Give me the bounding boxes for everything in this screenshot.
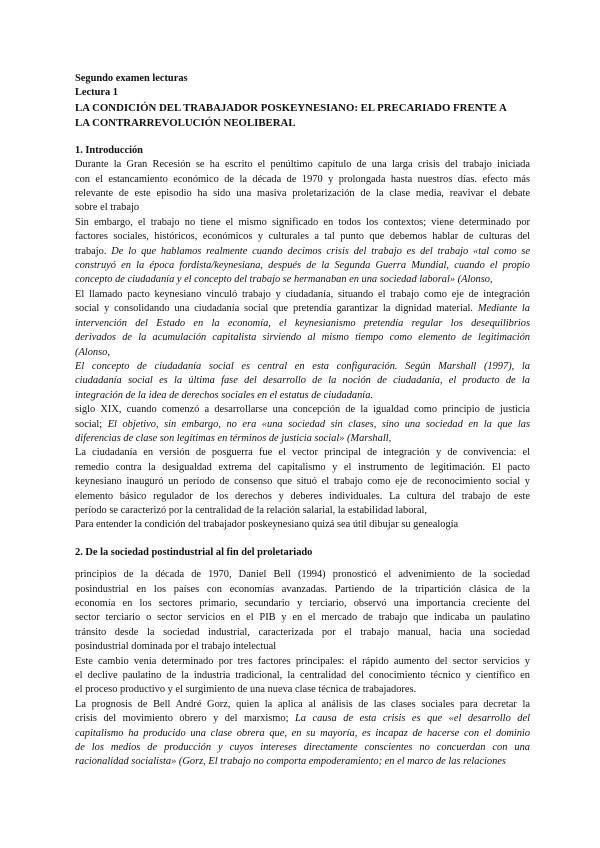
document-title-line-1: LA CONDICIÓN DEL TRABAJADOR POSKEYNESIANO: EL PRECARIADO FRENTE A [75, 101, 507, 114]
text-line [75, 597, 530, 611]
text-run: el proceso productivo y el surgimiento de una nueva clase técnica de trabajadores. [75, 684, 417, 696]
text-line [75, 201, 530, 215]
text-run: economía en los sectores primario, secundario y terciario, observó una importancia creciente del [75, 598, 530, 609]
text-run: relevante de este episodio ha sido una masiva proletarización de la clase media, reavivar el debate [75, 188, 530, 200]
text-line [75, 346, 530, 360]
quote-run: De lo que hablamos realmente cuando decimos crisis del trabajo es del trabajo «tal como se [111, 245, 530, 257]
quote-run: La causa de esta crisis es que «el desarrollo del [295, 713, 530, 725]
text-run: posindustrial en los países con economías avanzadas. Partiendo de la tripartición clásica de la [75, 583, 530, 595]
text-line [75, 173, 530, 187]
header-reading: Lectura 1 [75, 87, 118, 99]
text-line [75, 158, 530, 172]
text-run: Para entender la condición del trabajador poskeynesiano quizá sea útil dibujar su genealogía [75, 519, 459, 531]
text-run: keynesiano inauguró un período de consenso que situó el trabajo como eje de reconocimiento social y [75, 476, 530, 488]
text-line [75, 475, 530, 489]
text-run: elemento básico regulador de los derechos y deberes individuales. La cultura del trabajo de este [75, 490, 530, 502]
text-line [75, 669, 530, 683]
text-run: Este cambio venía determinado por tres factores principales: el rápido aumento del sector servicios y [75, 655, 530, 667]
text-line [75, 727, 530, 741]
text-line [75, 216, 530, 230]
text-run: social y consolidando una ciudadanía social que pretendía garantizar la dignidad material. [75, 303, 478, 315]
text-line [75, 288, 530, 302]
text-run: sobre el trabajo [75, 202, 140, 214]
text-run: Sin embargo, el trabajo no tiene el mismo significado en todos los contextos; viene determinado por [75, 216, 530, 228]
text-line [75, 446, 530, 460]
quote-run: integración de la idea de derechos sociales en el estatus de ciudadanía. [75, 389, 373, 401]
quote-run: concepto de ciudadanía y el concepto del trabajo se hermanaban en una sociedad laboral» (Alonso, [75, 274, 493, 286]
document-title-line-2: LA CONTRARREVOLUCIÓN NEOLIBERAL [75, 116, 296, 129]
text-line [75, 755, 530, 769]
text-run: El llamado pacto keynesiano vinculó trabajo y ciudadanía, situando el trabajo como eje de integración [75, 288, 530, 300]
text-run: con el estancamiento económico de la década de 1970 y prolongada hasta nuestros días. efecto más [75, 173, 530, 185]
quote-run: ciudadanía social es la última fase del desarrollo de la noción de ciudadanía, el producto de la [75, 375, 530, 387]
text-line [75, 432, 530, 446]
text-run: sector terciario o sector servicios en el PIB y en el mercado de trabajo que indicaba un paulatino [75, 612, 530, 624]
text-line [75, 611, 530, 625]
text-line [75, 374, 530, 388]
text-run: período se caracterizó por la centralidad de la relación salarial, la estabilidad laboral, [75, 504, 427, 516]
text-line [75, 187, 530, 201]
quote-run: intervención del Estado en la economía, el keynesianismo pretendía regular los desequilibrios [75, 317, 530, 329]
text-line [75, 683, 530, 697]
quote-run: Mediante la [477, 303, 530, 315]
text-line [75, 461, 530, 475]
quote-run: diferencias de clase son legítimas en términos de justicia social» (Marshall, [75, 432, 392, 444]
text-line [75, 302, 530, 316]
quote-run: capitalismo ha producido una clase obrera que, en su mayoría, es incapaz de hacerse con el dominio [75, 727, 530, 739]
text-run: social; [75, 418, 108, 430]
text-line [75, 712, 530, 726]
quote-run: de los medios de producción y cuyos intereses directamente conscientes no concuerdan con una [75, 742, 530, 754]
quote-run: construyó en la época fordista/keynesiana, después de la Segunda Guerra Mundial, cuando el propio [75, 260, 530, 272]
text-line [75, 568, 530, 582]
header-exam: Segundo examen lecturas [75, 73, 188, 84]
text-line [75, 490, 530, 504]
text-line [75, 389, 530, 403]
text-run: siglo XIX, cuando comenzó a desarrollarse una concepción de la igualdad como principio de justicia [75, 404, 530, 416]
text-line [75, 640, 530, 654]
text-run: tránsito desde la sociedad industrial, caracterizada por el trabajo manual, hacia una sociedad [75, 626, 530, 638]
text-run: crisis del movimiento obrero y del marxismo; [75, 713, 295, 725]
text-line [75, 331, 530, 345]
quote-run: racionalidad socialista» (Gorz, El trabajo no comporta empoderamiento; en el marco de las relaciones [75, 756, 506, 768]
section-2-body [75, 568, 530, 770]
spacer [75, 131, 530, 144]
text-line [75, 360, 530, 374]
text-line [75, 230, 530, 244]
text-run: La prognosis de Bell André Gorz, quien la aplica al análisis de las clases sociales para decretar la [75, 698, 530, 710]
text-line [75, 273, 530, 287]
text-line [75, 504, 530, 518]
document-page [75, 72, 530, 770]
text-line [75, 626, 530, 640]
text-run: factores sociales, históricos, económicos y culturales a tal punto que debemos hablar de culturas del [75, 231, 530, 243]
quote-run: derivados de la acumulación capitalista sirviendo al mismo tiempo como elemento de legitimación [75, 332, 530, 344]
text-line [75, 317, 530, 331]
text-run: el declive paulatino de la industria tradicional, la centralidad del conocimiento técnico y científico en [75, 670, 530, 682]
text-run: posindustrial dominada por el trabajo intelectual [75, 641, 277, 653]
section-1-heading: 1. Introducción [75, 144, 143, 156]
quote-run: El concepto de ciudadanía social es central en esta configuración. Según Marshall (1997), la [75, 360, 530, 372]
quote-run: El objetivo, sin embargo, no era «una sociedad sin clases, sino una sociedad en la que las [107, 418, 530, 430]
text-run: principios de la década de 1970, Daniel Bell (1994) pronosticó el advenimiento de la sociedad [75, 569, 530, 581]
text-line [75, 259, 530, 273]
text-run: remedio contra la desigualdad extrema del capitalismo y el instrumento de legitimación. El pacto [75, 461, 530, 473]
text-line [75, 245, 530, 259]
text-run: La ciudadanía en versión de posguerra fue el vector principal de integración y de convivencia: el [75, 447, 530, 459]
spacer [75, 560, 530, 568]
text-line [75, 518, 530, 532]
section-1-body [75, 158, 530, 533]
quote-run: (Alonso, [75, 346, 110, 358]
text-line [75, 583, 530, 597]
section-2-heading: 2. De la sociedad postindustrial al fin del proletariado [75, 546, 313, 558]
text-line [75, 403, 530, 417]
text-run: trabajo. [75, 245, 112, 257]
spacer [75, 533, 530, 546]
text-line [75, 418, 530, 432]
text-run: Durante la Gran Recesión se ha escrito el penúltimo capítulo de una larga crisis del trabajo iniciada [75, 159, 530, 171]
text-line [75, 741, 530, 755]
text-line [75, 698, 530, 712]
text-line [75, 655, 530, 669]
